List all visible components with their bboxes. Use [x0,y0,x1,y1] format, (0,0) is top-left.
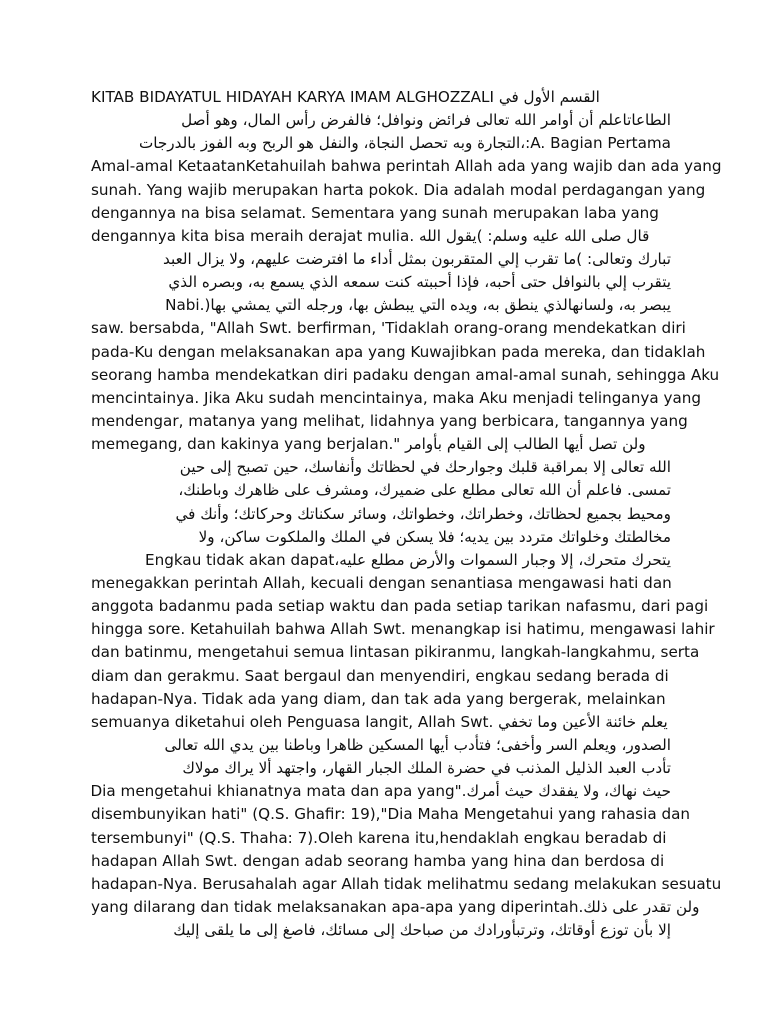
text-line: dengannya kita bisa meraih derajat mulia. قال صلى الله عليه وسلم: )يقول الله [91,226,650,245]
text-line: حيث نهاك، ولا يفقدك حيث أمرك."Dia mengetahui khianatnya mata dan apa yang [90,782,671,801]
text-line: A. Bagian Pertama:،التجارة وبه تحصل النجاة، والنفل هو الربح وبه الفوز بالدرجات [138,134,671,153]
text-line: seorang hamba mendekatkan diri padaku dengan amal-amal sunah, sehingga Aku [91,365,720,384]
text-line: menegakkan perintah Allah, kecuali dengan senantiasa mengawasi hati dan [91,573,672,592]
text-line: sunah. Yang wajib merupakan harta pokok. Dia adalah modal perdagangan yang [91,180,706,199]
text-line: semuanya diketahui oleh Penguasa langit, Allah Swt. يعلم خائنة الأعين وما تخفي [91,712,668,731]
text-line: anggota badanmu pada setiap waktu dan pada setiap tarikan nafasmu, dari pagi [91,597,709,616]
text-line: tersembunyi" (Q.S. Thaha: 7).Oleh karena itu,hendaklah engkau beradab di [91,828,667,847]
text-line: يتحرك متحرك، إلا وجبار السموات والأرض مطلع عليه،Engkau tidak akan dapat [145,550,671,569]
text-line: إلا بأن توزع أوقاتك، وترتبأورادك من صباحك إلى مسائك، فاصغ إلى ما يلقى إليك [173,921,671,940]
text-line: disembunyikan hati" (Q.S. Ghafir: 19),"Dia Maha Mengetahui yang rahasia dan [91,805,691,824]
text-line: يتقرب إلي بالنوافل حتى أحبه، فإذا أحببته كنت سمعه الذي يسمع به، وبصره الذي [168,273,671,292]
text-line: yang dilarang dan tidak melaksanakan apa-apa yang diperintah.ولن تقدر على ذلك [91,897,700,916]
text-line: hingga sore. Ketahuilah bahwa Allah Swt. menangkap isi hatimu, mengawasi lahir [91,620,715,639]
text-line: KITAB BIDAYATUL HIDAYAH KARYA IMAM ALGHOZZALI القسم الأول في [91,88,600,106]
text-line: hadapan-Nya. Tidak ada yang diam, dan tak ada yang bergerak, melainkan [91,689,666,708]
text-line: تأدب العبد الذليل المذنب في حضرة الملك الجبار القهار، واجتهد ألا يراك مولاك [182,759,671,778]
text-line: الطاعاتاعلم أن أوامر الله تعالى فرائض ونوافل؛ فالفرض رأس المال، وهو أصل [181,111,671,130]
text-line: dan batinmu, mengetahui semua lintasan pikiranmu, langkah-langkahmu, serta [91,643,700,662]
text-line: pada-Ku dengan melaksanakan apa yang Kuwajibkan pada mereka, dan tidaklah [91,342,706,361]
text-line: mencintainya. Jika Aku sudah mencintainya, maka Aku menjadi telinganya yang [91,388,702,407]
text-line: memegang, dan kakinya yang berjalan." ولن تصل أيها الطالب إلى القيام بأوامر [91,435,646,454]
text-line: hadapan Allah Swt. dengan adab seorang hamba yang hina dan berdosa di [91,851,665,870]
text-line: الله تعالى إلا بمراقبة قلبك وجوارحك في لحظاتك وأنفاسك، حين تصبح إلى حين [179,458,671,477]
text-line: mendengar, matanya yang melihat, lidahnya yang berbicara, tangannya yang [91,411,688,430]
text-line: تبارك وتعالى: )ما تقرب إلي المتقربون بمثل أداء ما افترضت عليهم، ولا يزال العبد [163,249,671,268]
text-line: ومحيط بجميع لحظاتك، وخطراتك، وخطواتك، وسائر سكناتك وحركاتك؛ وأنك في [175,504,671,523]
text-line: Amal-amal KetaatanKetahuilah bahwa perintah Allah ada yang wajib dan ada yang [91,157,722,176]
text-line: hadapan-Nya. Berusahalah agar Allah tidak melihatmu sedang melakukan sesuatu [91,874,722,893]
text-line: dengannya na bisa selamat. Sementara yang sunah merupakan laba yang [91,203,659,222]
text-line: مخالطتك وخلواتك متردد بين يديه؛ فلا يسكن في الملك والملكوت ساكن، ولا [198,527,671,546]
text-line: الصدور، ويعلم السر وأخفى؛ فتأدب أيها المسكين ظاهرا وباطنا بين يدي الله تعالى [164,735,671,754]
text-line: saw. bersabda, "Allah Swt. berfirman, 'Tidaklah orang-orang mendekatkan diri [91,319,686,338]
text-line: يبصر به، ولسانهالذي ينطق به، ويده التي يبطش بها، ورجله التي يمشي بها(.Nabi [165,296,671,315]
document-page [90,86,722,942]
text-line: diam dan gerakmu. Saat bergaul dan menyendiri, engkau sedang berada di [91,666,669,685]
text-line: تمسى. فاعلم أن الله تعالى مطلع على ضميرك، ومشرف على ظاهرك وباطنك، [178,481,671,500]
